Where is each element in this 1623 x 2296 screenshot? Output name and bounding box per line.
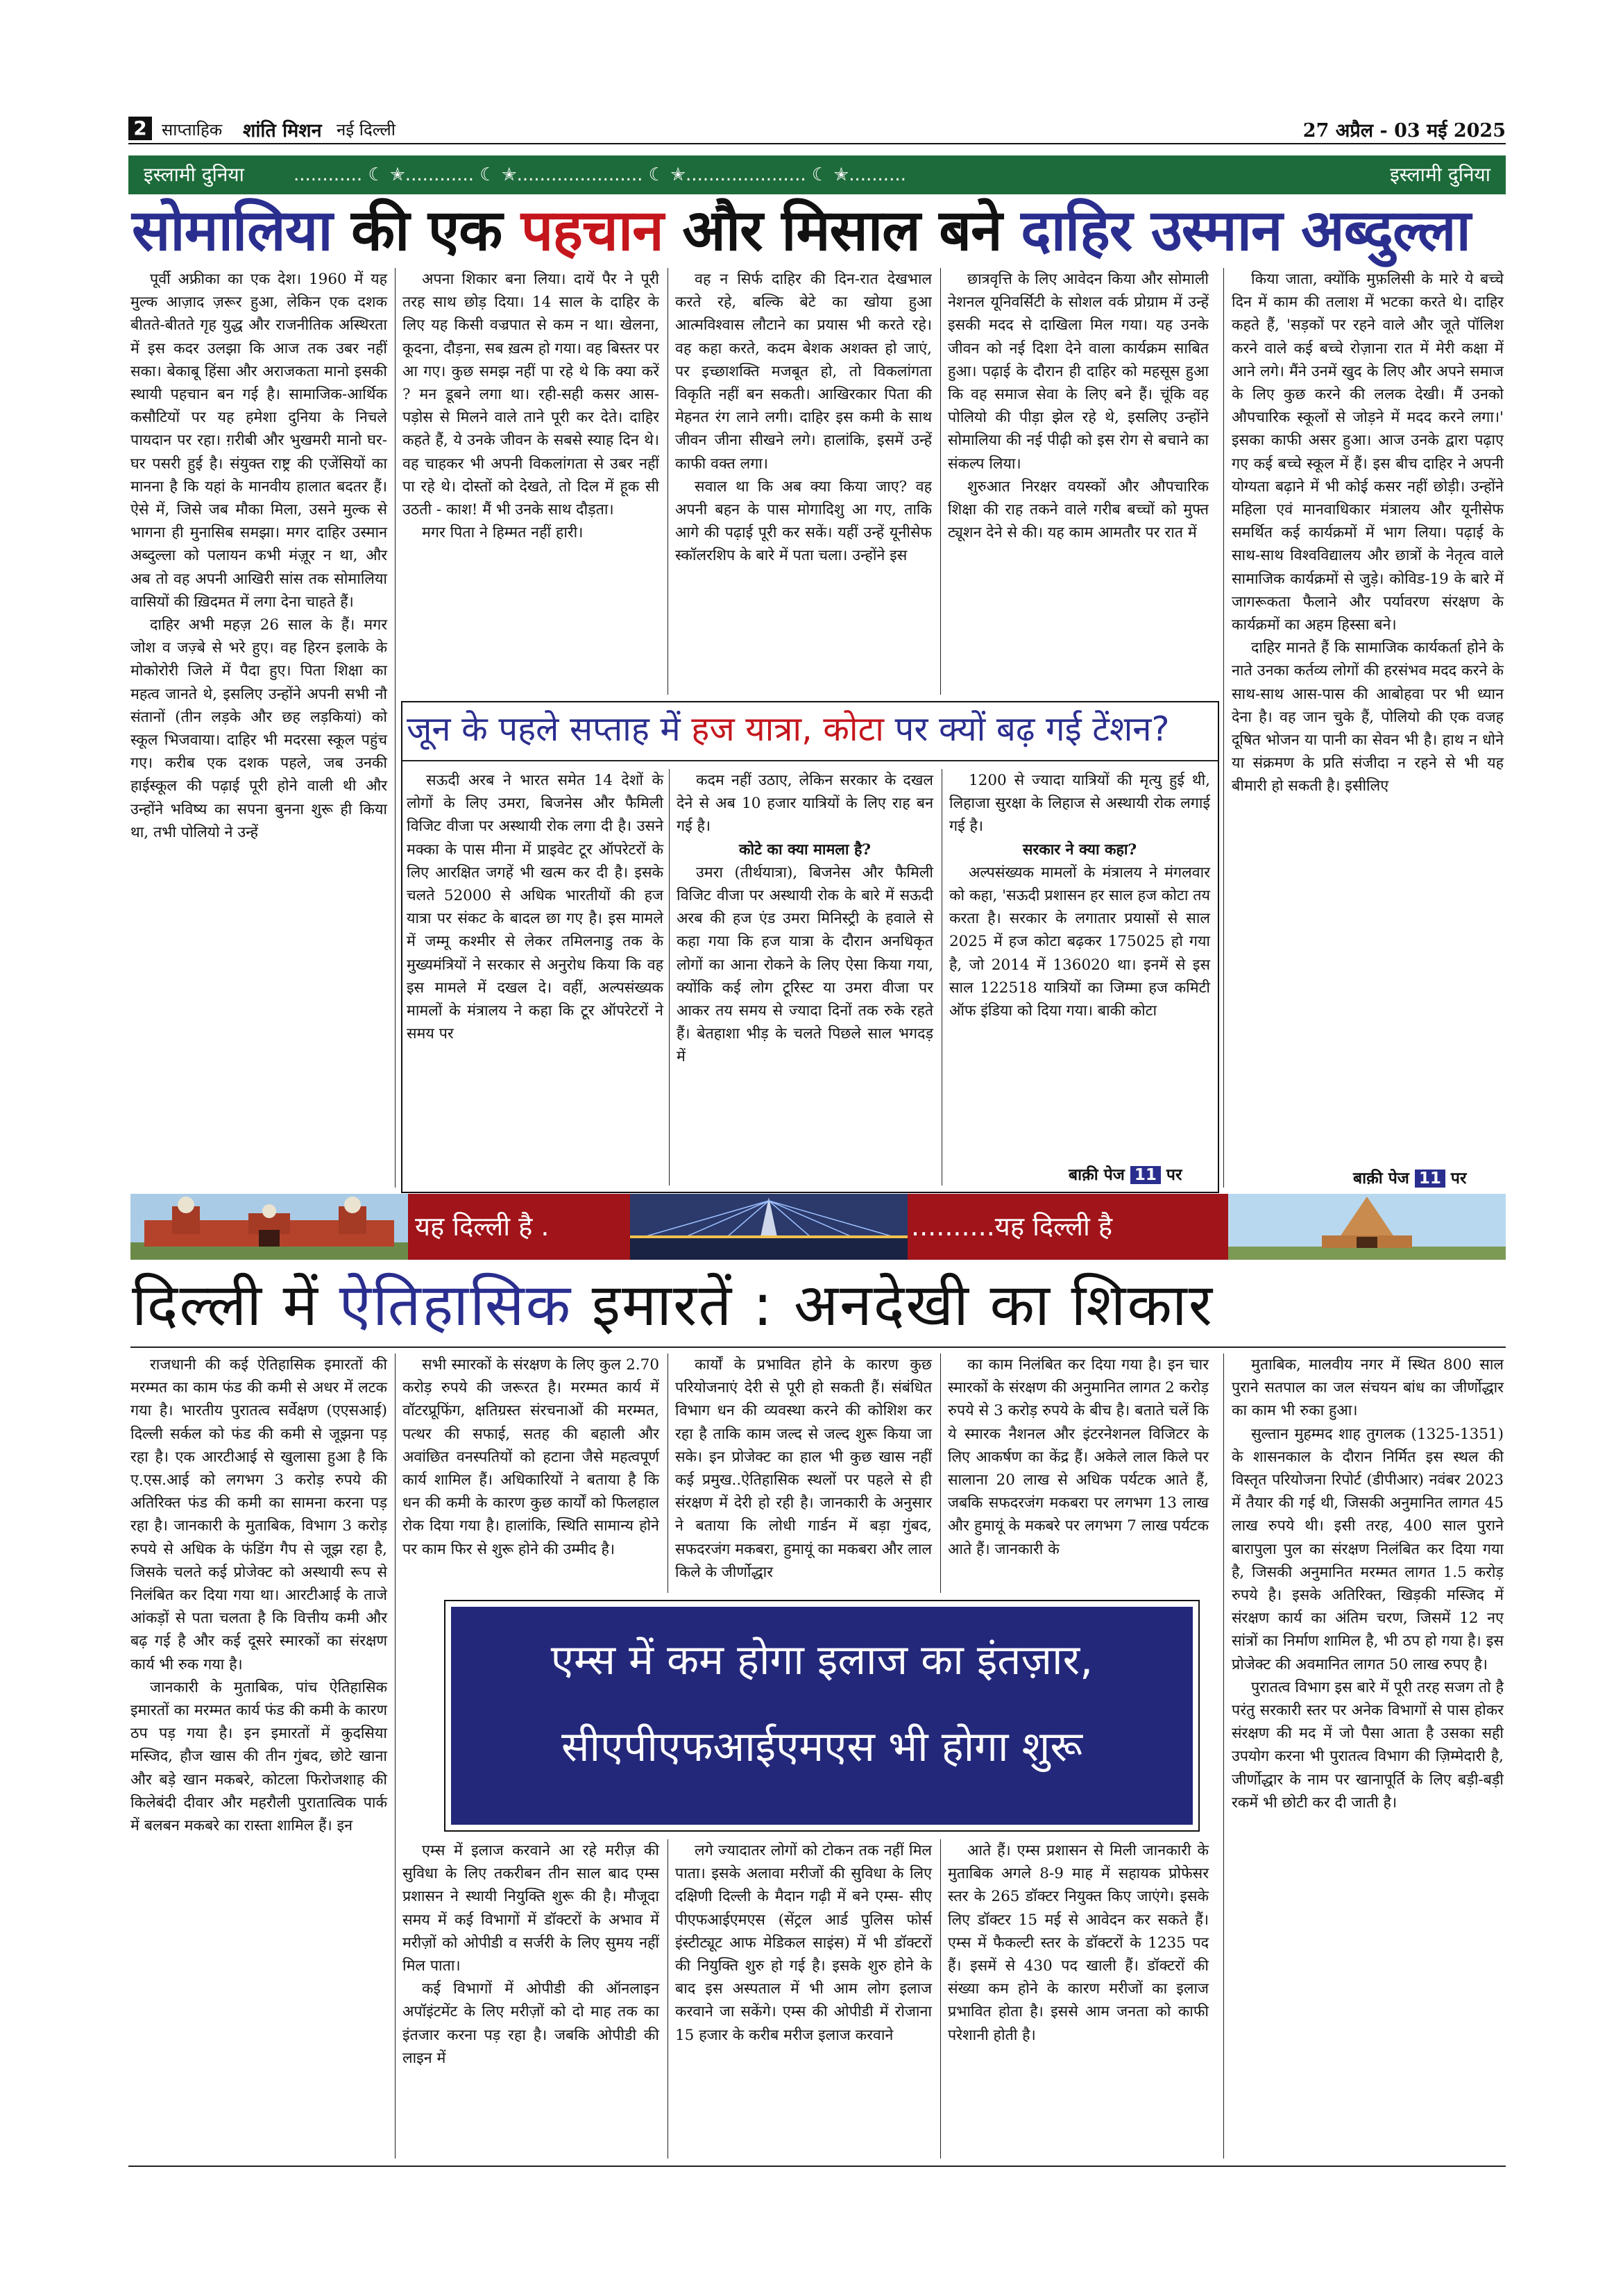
haj-headline-b: हज यात्रा, कोटा [691, 709, 884, 749]
article2-col2 [677, 769, 933, 1069]
haj-headline-c: पर क्यों बढ़ गई टेंशन? [883, 709, 1170, 749]
paragraph: कार्यों के प्रभावित होने के कारण कुछ परियोजनाएं देरी से पूरी हो सकती हैं। संबंधित विभाग धन की व्यवस्था करने की कोशिश कर रहा है ताकि काम जल्द से जल्द शुरू किया जा सके। इन प्रोजेक्ट का हाल भी कुछ खास नहीं कई प्रमुख..ऐतिहासिक स्थलों पर पहले से ही संरक्षण में देरी हो रही है। जानकारी के अनुसार ने बताया कि लोधी गार्डन में बड़ा गुंबद, सफदरजंग मकबरा, हुमायूं का मकबरा और लाल किले के जीर्णोद्धार [675, 1356, 932, 1581]
column-rule [669, 769, 670, 1185]
continued-page-number: 11 [1415, 1170, 1445, 1188]
article2-col3 [949, 769, 1210, 1022]
article2-headline [407, 709, 1215, 749]
paragraph: उमरा (तीर्थयात्रा), बिजनेस और फैमिली विजिट वीजा पर अस्थायी रोक के बारे में सऊदी अरब की हज एंड उमरा मिनिस्ट्री के हवाले से कहा गया कि हज यात्रा के दौरान अनधिकृत लोगों का आना रोकने के लिए ऐसा किया गया, क्योंकि कई लोग टूरिस्ट या उमरा वीजा पर आकर तय समय से ज्यादा दिनों तक रुके रहते हैं। बेतहाशा भीड़ के चलते पिछले साल भगदड़ में [677, 863, 933, 1066]
article2-col1 [407, 769, 663, 1045]
column-rule [940, 1353, 941, 1593]
paragraph: शुरुआत निरक्षर वयस्कों और औपचारिक शिक्षा की राह तकने वाले गरीब बच्चों को मुफ्त ट्यूशन देने से की। यह काम आमतौर पर रात में [948, 478, 1209, 542]
headline-name: दाहिर उस्मान अब्दुल्ला [1021, 198, 1470, 264]
temple-image [1228, 1194, 1506, 1260]
headline-text-a: की एक [332, 198, 521, 264]
paragraph: सभी स्मारकों के संरक्षण के लिए कुल 2.70 करोड़ रुपये की जरूरत है। मरम्मत कार्य में वॉटरप्रूफिंग, क्षतिग्रस्त संरचनाओं की मरम्मत, पत्थर की सफाई, सतह की बहाली और अवांछित वनस्पतियों को हटाना जैसे महत्वपूर्ण कार्य शामिल हैं। अधिकारियों ने बताया है कि धन की कमी के कारण कुछ कार्यों को फिलहाल रोक दिया गया है। हालांकि, स्थिति सामान्य होने पर काम फिर से शुरू होने की उम्मीद है। [402, 1356, 659, 1558]
paragraph: मगर पिता ने हिम्मत नहीं हारी। [422, 524, 584, 542]
paragraph: किया जाता, क्योंकि मुफ़लिसी के मारे ये बच्चे दिन में काम की तलाश में भटका करते थे। दाहिर कहते हैं, 'सड़कों पर रहने वाले और जूते पॉलिश करने वाले कई बच्चे रोज़ाना रात में मेरी कक्षा में आने लगे। मैंने उनमें खुद के लिए और अपने समाज के लिए कुछ करने की ललक देखी। मैं उनको औपचारिक स्कूलों से जोड़ने में मदद करने लगा।' इसका काफी असर हुआ। आज उनके द्वारा पढ़ाए गए कई बच्चे स्कूल में हैं। इस बीच दाहिर ने अपनी योग्यता बढ़ाने में भी कोई कसर नहीं छोड़ी। उन्होंने महिला एवं मानवाधिकार मंत्रालय और यूनीसेफ समर्थित कई कार्यक्रमों में भाग लिया। पढ़ाई के साथ-साथ विश्वविद्यालय और छात्रों के नेतृत्व वाले सामाजिक कार्यक्रमों से जुड़े। कोविड-19 के बारे में जागरूकता फैलाने और पर्यावरण संरक्षण के कार्यक्रमों का अहम हिस्सा बने। [1232, 271, 1504, 634]
paragraph: अल्पसंख्यक मामलों के मंत्रालय ने मंगलवार को कहा, 'सऊदी प्रशासन हर साल हज कोटा तय करता है। सरकार के लगातार प्रयासों से साल 2025 में हज कोटा बढ़कर 175025 हो गया है, जो 2014 में 136020 था। इनमें से इस साल 122518 यात्रियों का जिम्मा हज कमिटी ऑफ इंडिया को दिया गया। बाकी कोटा [949, 863, 1210, 1020]
red-fort-image [130, 1194, 408, 1260]
header-rule [128, 143, 1506, 144]
paragraph: छात्रवृत्ति के लिए आवेदन किया और सोमाली नेशनल यूनिवर्सिटी के सोशल वर्क प्रोग्राम में उन्हें इसकी मदद से दाखिला मिल गया। यह उनके जीवन को नई दिशा देने वाला कार्यक्रम साबित हुआ। पढ़ाई के दौरान ही दाहिर को महसूस हुआ कि वह समाज सेवा के लिए बने हैं। चूंकि वह पोलियो की पीड़ा झेल रहे थे, इसलिए उन्होंने सोमालिया की नई पीढ़ी को इस रोग से बचाने का संकल्प लिया। [948, 271, 1209, 473]
paragraph: कई विभागों में ओपीडी की ऑनलाइन अपॉइंटमेंट के लिए मरीज़ों को दो माह तक का इंतजार करना पड़ रहा है। जबकि ओपीडी की लाइन में [402, 1980, 659, 2067]
aiims-headline-line1: एम्स में कम होगा इलाज का इंतज़ार, [550, 1636, 1094, 1685]
paragraph: कदम नहीं उठाए, लेकिन सरकार के दखल देने से अब 10 हजार यात्रियों के लिए राह बन गई है। [677, 772, 933, 836]
column-rule [1223, 1353, 1224, 2159]
column-rule [1223, 268, 1224, 1188]
paper-name: शांति मिशन [243, 120, 322, 142]
section-label-right: इस्लामी दुनिया [1390, 163, 1490, 186]
paragraph: वह न सिर्फ दाहिर की दिन-रात देखभाल करते रहे, बल्कि बेटे का खोया हुआ आत्मविश्वास लौटाने का प्रयास भी करते रहे। वह कहा करते, कदम बेशक अशक्त हो जाएं, पर इच्छाशक्ति मजबूत हो, तो विकलांगता विकृति नहीं बन सकती। आखिरकार पिता की मेहनत रंग लाने लगी। दाहिर इस कमी के साथ जीवन जीना सीखने लगे। हालांकि, इसमें उन्हें काफी वक्त लगा। [675, 271, 932, 473]
article1-col4 [948, 268, 1209, 695]
subheading: सरकार ने क्या कहा? [1022, 841, 1137, 859]
article1-col3 [675, 268, 932, 695]
headline-text-b: और मिसाल बने [663, 198, 1021, 264]
article3-headline [132, 1271, 1506, 1339]
paragraph: राजधानी की कई ऐतिहासिक इमारतों की मरम्मत का काम फंड की कमी से अधर में लटक गया है। भारतीय पुरातत्व सर्वेक्षण (एएसआई) दिल्ली सर्कल को फंड की कमी से जूझना पड़ रहा है। एक आरटीआई से खुलासा हुआ है कि ए.एस.आई को लगभग 3 करोड़ रुपये की अतिरिक्त फंड की कमी का सामना करना पड़ रहा है। जानकारी के मुताबिक, विभाग 3 करोड़ रुपये से अधिक के फंडिंग गैप से जूझ रहा है, जिसके चलते कई प्रोजेक्ट को अस्थायी रूप से निलंबित कर दिया गया था। आरटीआई के ताजे आंकड़ों से पता चलता है कि वित्तीय कमी और बढ़ गई है और कई दूसरे स्मारकों का संरक्षण कार्य भी रुक गया है। [130, 1356, 387, 1673]
page-header [128, 117, 1506, 142]
delhi-headline-c: इमारतें : अनदेखी का शिकार [572, 1271, 1214, 1339]
article4-col3 [948, 1839, 1209, 2047]
article4-col2 [675, 1839, 932, 2047]
paragraph: जानकारी के मुताबिक, पांच ऐतिहासिक इमारतों का मरम्मत कार्य फंड की कमी के कारण ठप पड़ गया है। इन इमारतों में कुदसिया मस्जिद, हौज खास की तीन गुंबद, छोटे खाना और बड़े खान मकबरे, कोटला फिरोजशाह की किलेबंदी दीवार और महरौली पुरातात्विक पार्क में बलबन मकबरे का रास्ता शामिल हैं। इन [130, 1678, 387, 1835]
column-rule [940, 1839, 941, 2159]
delhi-banner [130, 1194, 1506, 1260]
article3-col3 [675, 1353, 932, 1584]
paragraph: सऊदी अरब ने भारत समेत 14 देशों के लोगों के लिए उमरा, बिजनेस और फैमिली विजिट वीजा पर अस्थायी रोक लगा दी है। उसने मक्का के पास मीना में प्राइवेट टूर ऑपरेटरों के लिए आरक्षित जगहें भी खत्म कर दी है। इसके चलते 52000 से अधिक भारतीयों की हज यात्रा पर संकट के बादल छा गए है। इस मामले में जम्मू कश्मीर से लेकर तमिलनाडु तक के मुख्यमंत्रियों ने सरकार से अनुरोध किया कि वह इस मामले में दखल दे। वहीं, अल्पसंख्यक मामलों के मंत्रालय ने कहा कि टूर ऑपरेटरों ने समय पर [407, 772, 663, 1043]
article3-col2 [402, 1353, 659, 1561]
banner-text-right: ..........यह दिल्ली है [911, 1211, 1113, 1242]
article3-col5 [1232, 1353, 1504, 1814]
paragraph: दाहिर मानते हैं कि सामाजिक कार्यकर्ता होने के नाते उनका कर्तव्य लोगों की हरसंभव मदद करने के साथ-साथ आस-पास की आबोहवा पर भी ध्यान देना है। वह जान चुके हैं, पोलियो की एक वजह दूषित भोजन या पानी का सेवन भी है। हाथ न धोने या संक्रमण के प्रति संजीदा न रहने से भी यह बीमारी हो सकती है। इसीलिए [1232, 639, 1504, 795]
page-number: 2 [128, 117, 152, 140]
paragraph: पुरातत्व विभाग इस बारे में पूरी तरह सजग तो है परंतु सरकारी स्तर पर अनेक विभागों से पास होकर संरक्षण की मद में जो पैसा आता है उसका सही उपयोग करना भी पुरातत्व विभाग की ज़िम्मेदारी है, जीर्णोद्धार के नाम पर खानापूर्ति के लिए बड़ी-बड़ी रकमें भी छोटी कर दी जाती है। [1232, 1678, 1504, 1812]
article2-continued: बाक़ी पेज 11 पर [1069, 1166, 1182, 1184]
aiims-headline-box [444, 1600, 1200, 1832]
paragraph: पूर्वी अफ्रीका का एक देश। 1960 में यह मुल्क आज़ाद ज़रूर हुआ, लेकिन एक दशक बीतते-बीतते गृह युद्ध और राजनीतिक अस्थिरता में इस कदर उलझा कि आज तक उबर नहीं सका। बेकाबू हिंसा और अराजकता मानो इसकी स्थायी पहचान बन गई है। सामाजिक-आर्थिक कसौटियों पर यह हमेशा दुनिया के निचले पायदान पर रहा। ग़रीबी और भुखमरी मानो घर-घर पसरी हुई है। संयुक्त राष्ट्र की एजेंसियों का मानना है कि यहां के मानवीय हालात बदतर हैं। ऐसे में, जिसे जब मौका मिला, उसने मुल्क से भागना ही मुनासिब समझा। मगर दाहिर उस्मान अब्दुल्ला को पलायन कभी मंज़ूर न था, और अब तो वह अपनी आखिरी सांस तक सोमालिया वासियों की ख़िदमत में लगा देना चाहते हैं। [130, 271, 387, 611]
article4-col1 [402, 1839, 659, 2070]
paragraph: सुल्तान मुहम्मद शाह तुगलक (1325-1351) के शासनकाल के दौरान निर्मित इस स्थल की विस्तृत परियोजना रिपोर्ट (डीपीआर) नवंबर 2023 में तैयार की गई थी, जिसकी अनुमानित लागत 45 लाख रुपये थी। इसी तरह, 400 साल पुराने बारापुला पुल का संरक्षण निलंबित कर दिया गया है, जिसकी अनुमानित मरम्मत लागत 1.5 करोड़ रुपये है। इसके अतिरिक्त, खिड़की मस्जिद में संरक्षण कार्य का अंतिम चरण, जिसमें 12 नए सांत्रों का निर्माण शामिल है, भी ठप हो गया है। इस प्रोजेक्ट की अवमानित लागत 50 लाख रुपए है। [1232, 1425, 1504, 1673]
paragraph: लगे ज्यादातर लोगों को टोकन तक नहीं मिल पाता। इसके अलावा मरीजों की सुविधा के लिए दक्षिणी दिल्ली के मैदान गढ़ी में बने एम्स- सीए पीएफआईएमएस (सेंट्रल आर्ड पुलिस फोर्स इंस्टीट्यूट आफ मेडिकल साइंस) में भी डॉक्टरों की नियुक्ति शुरु हो गई है। इसके शुरु होने के बाद इस अस्पताल में भी आम लोग इलाज करवाने जा सकेंगे। एम्स की ओपीडी में रोजाना 15 हजार के करीब मरीज इलाज करवाने [675, 1842, 932, 2044]
delhi-headline-a: दिल्ली में [132, 1271, 339, 1339]
delhi-headline-b: ऐतिहासिक [339, 1271, 572, 1339]
paragraph: एम्स में इलाज करवाने आ रहे मरीज़ की सुविधा के लिए तकरीबन तीन साल बाद एम्स प्रशासन ने स्थायी नियुक्ति शुरू की है। मौजूदा समय में कई विभागों में डॉक्टरों के अभाव में मरीज़ों को ओपीडी व सर्जरी के लिए सुमय नहीं मिल पाता। [402, 1842, 659, 1975]
page-bottom-rule [128, 2166, 1506, 2167]
paragraph: दाहिर अभी महज़ 26 साल के हैं। मगर जोश व जज़्बे से भरे हुए। वह हिरन इलाके के मोकोरोरी जिले में पैदा हुए। पिता शिक्षा का महत्व जानते थे, इसलिए उन्होंने अपनी सभी नौ संतानों (तीन लड़के और छह लड़कियां) को स्कूल भिजवाया। दाहिर भी मदरसा स्कूल पहुंच गए। करीब एक दशक पहले, जब उनकी हाईस्कूल की पढ़ाई पूरी होने वाली थी और उन्होंने भविष्य का सपना बुनना शुरू ही किया था, तभी पोलियो ने उन्हें [130, 616, 387, 841]
headline-pehchan: पहचान [520, 198, 663, 264]
section-bar [128, 155, 1506, 194]
issue-date: 27 अप्रैल - 03 मई 2025 [1302, 120, 1506, 142]
paragraph: आते हैं। एम्स प्रशासन से मिली जानकारी के मुताबिक अगले 8-9 माह में सहायक प्रोफेसर स्तर के 265 डॉक्टर नियुक्त किए जाएंगे। इसके लिए डॉक्टर 15 मई से आवेदन कर सकते हैं। एम्स में फैकल्टी स्तर के डॉक्टरों के 1235 पद हैं। इसमें से 430 पद खाली हैं। डॉक्टरों की संख्या कम होने के कारण मरीजों का इलाज प्रभावित होता है। इससे आम जनता को काफी परेशानी होती है। [948, 1842, 1209, 2044]
paragraph: अपना शिकार बना लिया। दायें पैर ने पूरी तरह साथ छोड़ दिया। 14 साल के दाहिर के लिए यह किसी वज्रपात से कम न था। खेलना, कूदना, दौड़ना, सब ख़त्म हो गया। वह बिस्तर पर आ गए। कुछ समझ नहीं पा रहे थे कि क्या करें ? मन डूबने लगा था। रही-सही कसर आस-पड़ोस से मिलने वाले ताने पूरी कर देते। दाहिर कहते हैं, ये उनके जीवन के सबसे स्याह दिन थे। वह चाहकर भी अपनी विकलांगता से उबर नहीं पा रहे थे। दोस्तों को देखते, तो दिल में हूक सी उठती - काश! मैं भी उनके साथ दौड़ता। [402, 271, 659, 519]
paragraph: सवाल था कि अब क्या किया जाए? वह अपनी बहन के पास मोगादिशु आ गए, ताकि आगे की पढ़ाई पूरी कर सकें। यहीं उन्हें यूनीसेफ स्कॉलरशिप के बारे में पता चला। उन्होंने इस [675, 478, 932, 565]
paragraph: का काम निलंबित कर दिया गया है। इन चार स्मारकों के संरक्षण की अनुमानित लागत 2 करोड़ रुपये से 3 करोड़ रुपये के बीच है। बताते चलें कि ये स्मारक नैशनल और इंटरनेशनल विजिटर के लिए आकर्षण का केंद्र हैं। अकेले लाल किले पर सालाना 20 लाख से अधिक पर्यटक आते हैं, जबकि सफदरजंग मकबरा पर लगभग 13 लाख और हुमायूं के मकबरे पर लगभग 7 लाख पर्यटक आते हैं। जानकारी के [948, 1356, 1209, 1558]
aiims-headline-line2: सीएपीएफआईएमएस भी होगा शुरू [561, 1723, 1082, 1771]
signature-bridge-image [630, 1194, 908, 1260]
article1-col1 [130, 268, 387, 844]
paper-type: साप्ताहिक [162, 120, 223, 140]
headline-somalia: सोमालिया [132, 198, 332, 264]
banner-text-left: यह दिल्ली है . [415, 1211, 550, 1242]
subheading: कोटे का क्या मामला है? [739, 841, 871, 859]
article2-box [401, 701, 1219, 1193]
paragraph: मुताबिक, मालवीय नगर में स्थित 800 साल पुराने सतपाल का जल संचयन बांध का जीर्णोद्धार का काम भी रुका हुआ। [1232, 1356, 1504, 1420]
column-rule [940, 268, 941, 695]
section-ornament: ............ ☾ ✭............ ☾ ✭...................... ☾ ✭..................... ☾ ✭.......... [294, 164, 906, 185]
paper-city: नई दिल्ली [337, 120, 396, 140]
article1-continued: बाक़ी पेज 11 पर [1353, 1170, 1467, 1188]
haj-rule [402, 760, 1218, 761]
article3-col1 [130, 1353, 387, 1837]
article3-col4 [948, 1353, 1209, 1561]
article1-col5 [1232, 268, 1504, 798]
section-label-left: इस्लामी दुनिया [144, 163, 244, 186]
haj-headline-a: जून के पहले सप्ताह में [407, 709, 692, 749]
article3-rule [130, 1347, 1506, 1348]
column-rule [395, 268, 396, 1188]
column-rule [395, 1353, 396, 2159]
paragraph: 1200 से ज्यादा यात्रियों की मृत्यु हुई थी, लिहाजा सुरक्षा के लिहाज से अस्थायी रोक लगाई गई है। [949, 772, 1210, 836]
article1-col2 [402, 268, 659, 695]
continued-page-number: 11 [1130, 1166, 1161, 1184]
article1-headline [132, 198, 1506, 264]
